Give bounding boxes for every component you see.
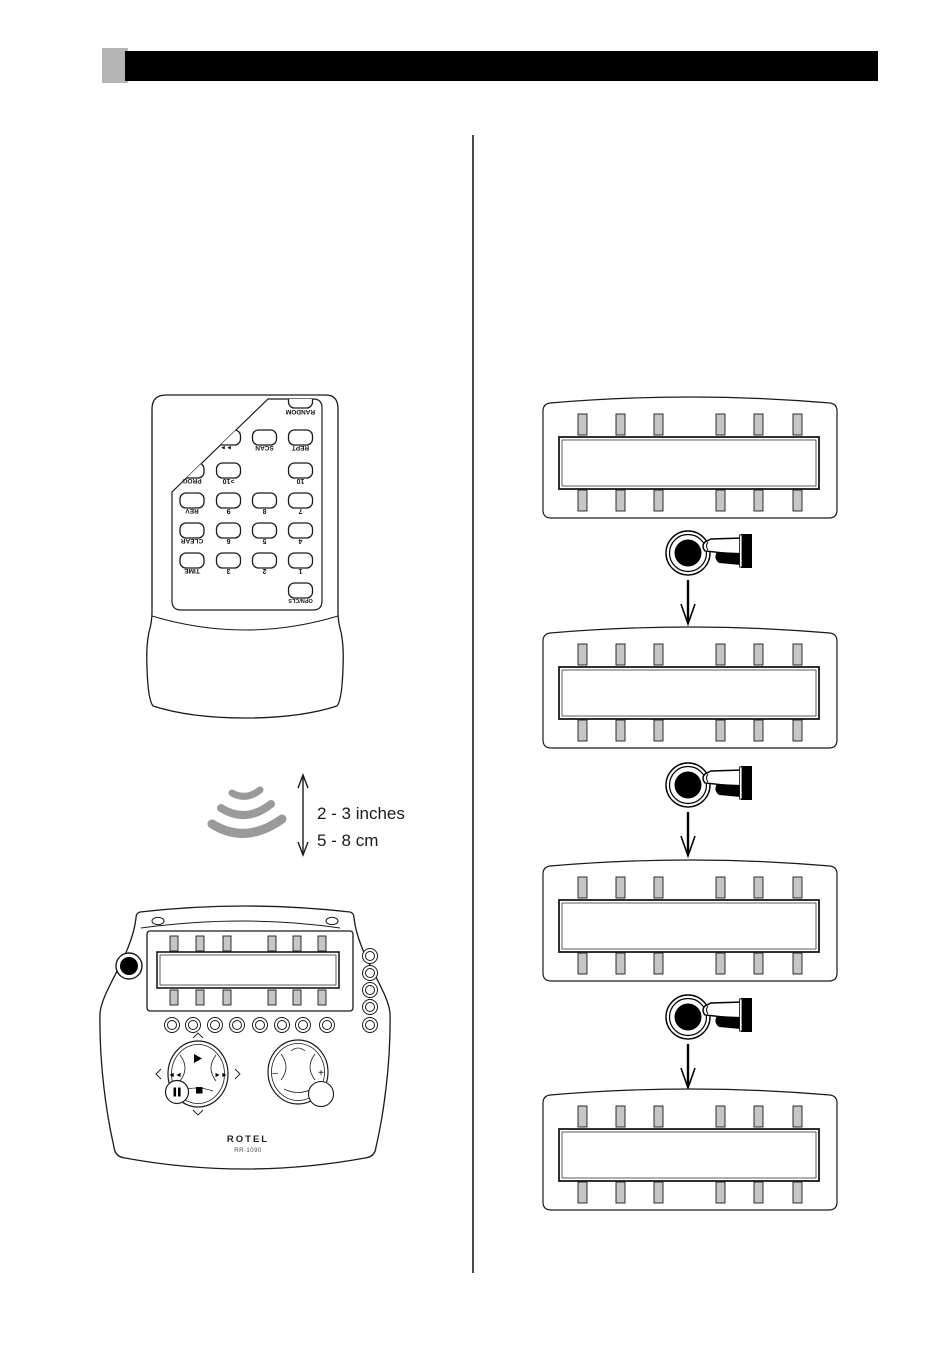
rept-label: REPT xyxy=(291,444,310,451)
pause-button xyxy=(166,1081,189,1104)
down-arrow xyxy=(681,812,695,856)
six-button xyxy=(217,523,241,538)
display-panel-2 xyxy=(540,621,840,751)
pressing-hand-icon xyxy=(703,766,752,800)
display-panel-1 xyxy=(540,391,840,521)
ten-label: 10 xyxy=(296,477,305,484)
cd-remote-illustration xyxy=(140,388,355,728)
clear-button xyxy=(180,523,204,538)
screw-hole-right xyxy=(326,917,338,924)
time-label: TIME xyxy=(184,567,200,574)
seven-button xyxy=(289,493,313,508)
press-button-step-1 xyxy=(645,528,755,628)
eight-button xyxy=(253,493,277,508)
two-label: 2 xyxy=(262,567,267,574)
opncls-button xyxy=(289,583,313,598)
down-arrow xyxy=(681,1044,695,1088)
pressing-hand-icon xyxy=(703,998,752,1032)
two-button xyxy=(253,553,277,568)
pause-icon xyxy=(174,1088,177,1097)
display-panel-3 xyxy=(540,854,840,984)
display-window xyxy=(157,952,339,988)
rev-label: REV xyxy=(185,507,199,514)
four-button xyxy=(289,523,313,538)
random-button xyxy=(289,390,313,408)
screw-hole-left xyxy=(152,917,164,924)
gt10-label: >10 xyxy=(222,477,235,484)
header-title-bar xyxy=(125,51,878,81)
aux-round-button xyxy=(309,1082,334,1107)
rew-icon: ◄◄ xyxy=(168,1072,182,1079)
model-label: RR-1090 xyxy=(234,1148,262,1154)
distance-arrow xyxy=(298,775,308,855)
brand-logo: ROTEL xyxy=(226,1134,270,1145)
stop-icon xyxy=(196,1087,203,1094)
four-label: 4 xyxy=(298,537,303,544)
side-button-column xyxy=(363,949,378,1033)
ff-icon: ►► xyxy=(214,1072,228,1079)
pressing-hand-icon xyxy=(703,534,752,568)
rept-button xyxy=(289,430,313,445)
column-divider-rule xyxy=(472,135,474,1273)
prog-label: PROG xyxy=(182,477,202,484)
five-button xyxy=(253,523,277,538)
plus-icon: + xyxy=(318,1068,324,1079)
seven-label: 7 xyxy=(298,507,303,514)
random-label: RANDOM xyxy=(285,408,316,415)
opncls-label: OPN/CLS xyxy=(288,597,313,603)
nine-button xyxy=(217,493,241,508)
button-face xyxy=(675,540,702,567)
learning-remote-illustration xyxy=(95,895,395,1207)
minus-icon: – xyxy=(272,1068,278,1079)
distance-inches-label: 2 - 3 inches xyxy=(317,804,405,823)
time-button xyxy=(180,553,204,568)
display-panel-4 xyxy=(540,1083,840,1213)
distance-cm-label: 5 - 8 cm xyxy=(317,831,379,850)
three-button xyxy=(217,553,241,568)
three-label: 3 xyxy=(226,567,231,574)
clear-label: CLEAR xyxy=(180,537,204,544)
ir-waves-icon xyxy=(212,790,282,833)
scan-label: SCAN xyxy=(255,444,274,451)
nine-label: 9 xyxy=(226,507,231,514)
ir-distance-diagram xyxy=(195,755,415,865)
press-button-step-3 xyxy=(645,992,755,1092)
five-label: 5 xyxy=(262,537,267,544)
ten-button xyxy=(289,463,313,478)
gt10-button xyxy=(217,463,241,478)
one-label: 1 xyxy=(298,567,303,574)
fast-forward-label: ►► xyxy=(220,444,232,450)
rev-button xyxy=(180,493,204,508)
scan-button xyxy=(253,430,277,445)
one-button xyxy=(289,553,313,568)
down-arrow xyxy=(681,580,695,624)
learning-eye-icon xyxy=(120,957,138,975)
press-button-step-2 xyxy=(645,760,755,860)
six-label: 6 xyxy=(226,537,231,544)
eight-label: 8 xyxy=(262,507,267,514)
